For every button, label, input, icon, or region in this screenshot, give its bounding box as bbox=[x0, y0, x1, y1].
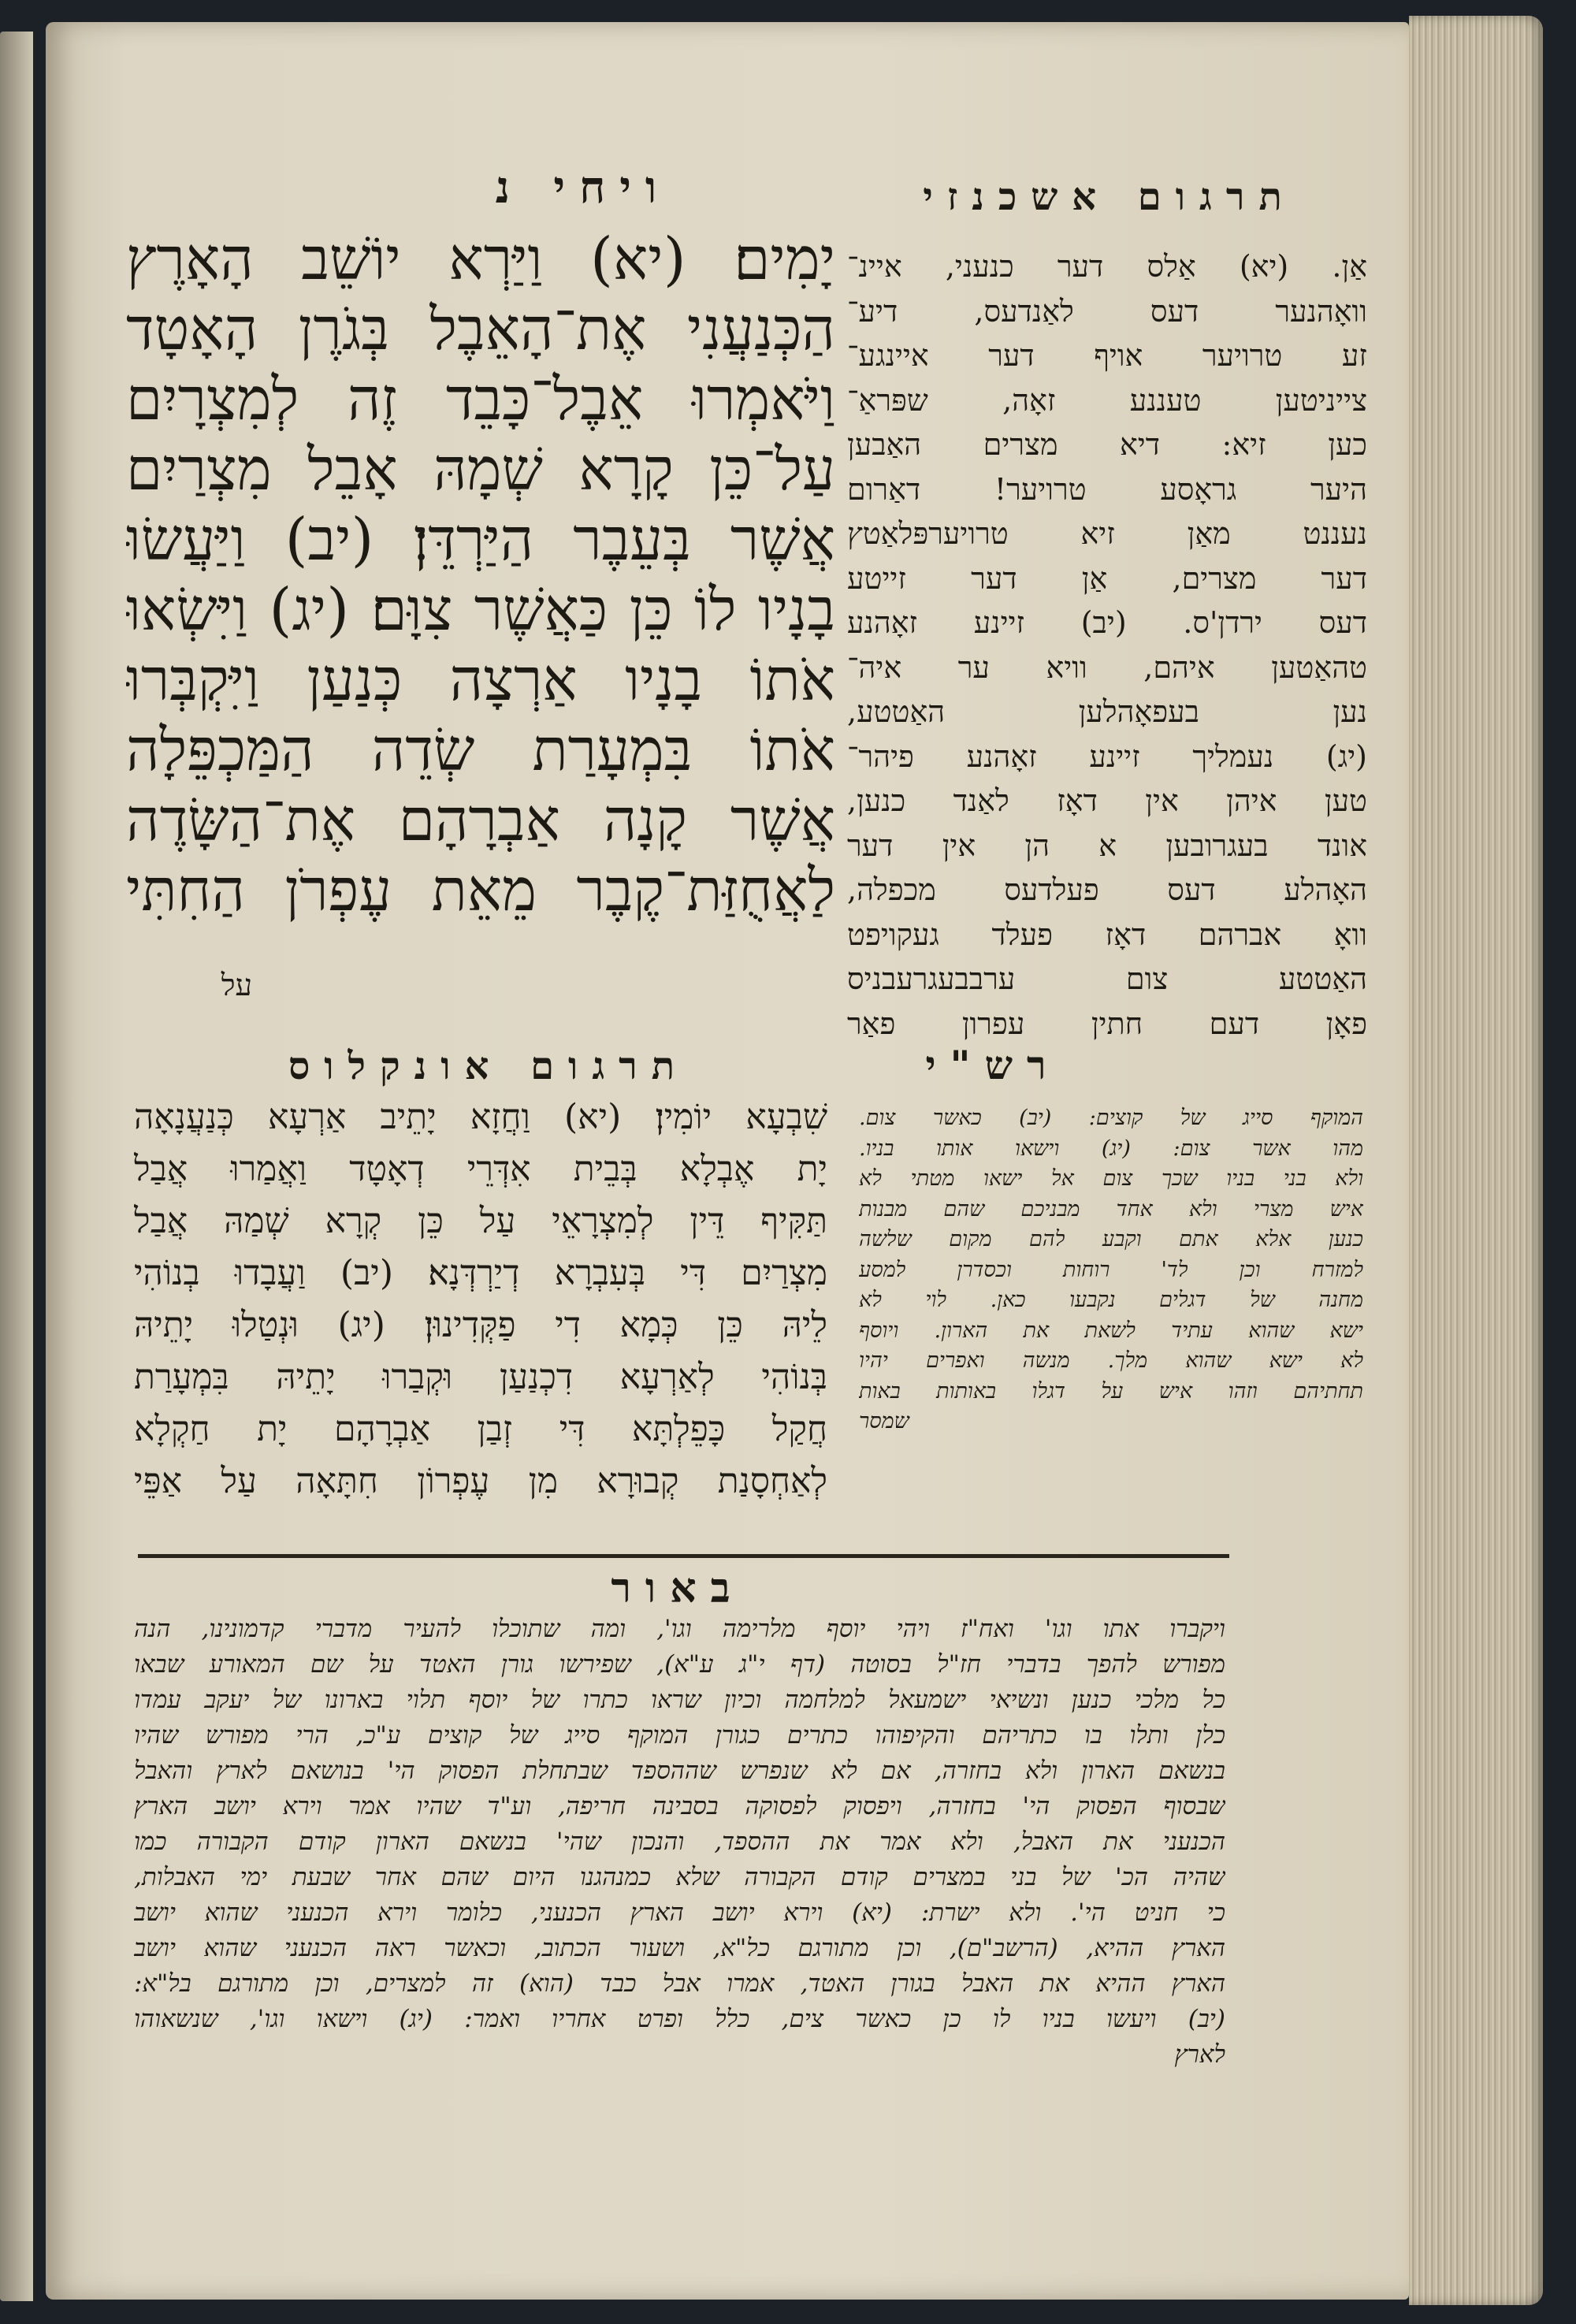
biur-line: הכנעני את האבל, ולא אמר את ההספד, והנכון שהי' בנשאם הארון קודם הקבורה כמו bbox=[134, 1828, 1225, 1856]
scripture-line: וַיֹּאמְרוּ אֵבֶל־כָּבֵד זֶה לְמִצְרָיִם bbox=[126, 366, 835, 433]
yiddish-line: (יג) נעמליך זיינע זאָהנע פיהר־ bbox=[847, 738, 1367, 774]
yiddish-line: אונד בעגרובען א הן אין דער bbox=[847, 827, 1367, 863]
onkelos-line: יָת אֶבְלָא בְּבֵית אִדְּרֵי דְאָטָד וַאֲמַרוּ אֲבַל bbox=[134, 1149, 827, 1189]
onkelos-line: חֲקַל כָּפֵלְתָּא דִּי זְבַן אַבְרָהָם יָת חַקְלָא bbox=[134, 1409, 827, 1449]
yiddish-line: נעננט מאַן זיא טרויערפּלאַטץ bbox=[847, 516, 1367, 551]
right-column-title: תרגום אשכנזי bbox=[923, 175, 1296, 219]
rashi-line: תחתיהם וזהו איש על דגלו באותות באות bbox=[859, 1378, 1363, 1404]
yiddish-line: היער גראָסע טרויער! דאַרום bbox=[847, 471, 1367, 507]
yiddish-line: כען זיא: דיא מצרים האַבען bbox=[847, 427, 1367, 462]
catchword: על bbox=[221, 968, 252, 1002]
yiddish-line: צייניטען טעננע זאָה, שפּראַ־ bbox=[847, 382, 1367, 418]
scripture-line: עַל־כֵּן קָרָא שְׁמָהּ אָבֵל מִצְרַיִם bbox=[126, 436, 835, 504]
scripture-line: הַכְּנַעֲנִי אֶת־הָאֵבֶל בְּגֹרֶן הָאָטָד bbox=[126, 296, 835, 363]
rashi-line: המוקף סייג של קוצים: (יב) כאשר צום. bbox=[859, 1106, 1363, 1130]
onkelos-line: לְאַחְסָנַת קְבוּרָא מִן עֶפְרוֹן חִתָּאָה עַל אַפֵּי bbox=[134, 1461, 827, 1501]
scripture-text bbox=[126, 225, 835, 926]
parasha-header: ויחי נ bbox=[495, 162, 671, 214]
yiddish-line: דער מצרים, אַן דער זייטע bbox=[847, 560, 1367, 596]
rashi-line: איש מצרי ולא אחד מבניכם שהם מבנות bbox=[859, 1196, 1363, 1221]
biur-line: ויקברו אתו וגו' ואח"ז ויהי יוסף מלרימה וגו', ומה שתוכלו להעיר מדברי קדמונינו, הנה bbox=[134, 1615, 1225, 1643]
onkelos-line: מִצְרַיִם דִּי בְּעִבְרָא דְיַרְדְּנָא׃ (יב) וַעֲבָדוּ בְנוֹהִי bbox=[134, 1253, 827, 1293]
rashi-commentary bbox=[859, 1103, 1363, 1437]
biur-line: מפורש להפך בדברי חז"ל בסוטה (דף י"ג ע"א), שפירשו גורן האטד על שם המאורע שבאו bbox=[134, 1650, 1225, 1679]
biur-line: כלן ותלו בו כתריהם והקיפוהו כתרים כגורן המוקף סייג של קוצים ע"כ, הרי מפורש שהיו bbox=[134, 1721, 1225, 1750]
onkelos-line: בְּנוֹהִי לְאַרְעָא דִכְנַעַן וּקְבַרוּ יָתֵיהּ בִּמְעָרַת bbox=[134, 1357, 827, 1397]
rashi-line: כנען אלא אתם וקבע להם מקום שלשה bbox=[859, 1227, 1363, 1251]
biur-line: הארץ ההיא, (הרשב"ם), וכן מתורגם כל"א, ושעור הכתוב, וכאשר ראה הכנעני שהוא יושב bbox=[134, 1934, 1225, 1962]
left-page-edge bbox=[0, 32, 33, 2301]
yiddish-line: זע טרויער אויף דער איינגע־ bbox=[847, 338, 1367, 373]
rashi-title: רש"י bbox=[925, 1042, 1061, 1088]
biur-commentary bbox=[134, 1612, 1225, 2073]
biur-line: שבסוף הפסוק הי' בחזרה, ויפסוק לפסוקה בסבינה חריפה, וע"ד שהיו אמר וירא יושב הארץ bbox=[134, 1792, 1225, 1820]
yiddish-line: האַטטע צום ערבבעגרעבניס bbox=[847, 961, 1367, 996]
rashi-line: שמסר bbox=[859, 1409, 909, 1433]
section-divider bbox=[138, 1554, 1229, 1558]
biur-title: באור bbox=[611, 1564, 745, 1612]
yiddish-line: פאָן דעם חתין עפרון פאַר bbox=[847, 1006, 1367, 1041]
biur-line: כל מלכי כנען ונשיאי ישמעאל למלחמה וכיון שראו כתרו של יוסף תלוי בארונו של יעקב עמדו bbox=[134, 1686, 1225, 1714]
onkelos-text bbox=[134, 1091, 827, 1508]
yiddish-line: טהאַטען איהם, וויא ער איה־ bbox=[847, 649, 1367, 685]
onkelos-title: תרגום אונקלוס bbox=[288, 1044, 690, 1088]
biur-line: בנשאם הארון ולא בחזרה, אם לא שנפרש שההספד שבתחלת הפסוק הי' בנושאם לארץ והאבל bbox=[134, 1757, 1225, 1785]
onkelos-line: לֵיהּ כֵּן כְּמָא דִי פַקְּדִינוּן׃ (יג) וּנְטַלוּ יָתֵיהּ bbox=[134, 1305, 827, 1345]
rashi-line: מחנה של דגלים נקבעו כאן. לוי לא bbox=[859, 1288, 1363, 1312]
scripture-line: יָמִים׃ (יא) וַיַּרְא יוֹשֵׁב הָאָרֶץ bbox=[126, 225, 835, 293]
yiddish-line: דעס ירדן'ס. (יב) זיינע זאָהנע bbox=[847, 605, 1367, 640]
rashi-line: מהו אשר צום: (יג) וישאו אותו בניו. bbox=[859, 1136, 1363, 1161]
scripture-line: לַאֲחֻזַּת־קֶבֶר מֵאֵת עֶפְרֹן הַחִתִּי bbox=[126, 857, 835, 924]
scripture-line: בָנָיו לוֹ כֵּן כַּאֲשֶׁר צִוָּם׃ (יג) וַיִּשְׂאוּ bbox=[126, 576, 835, 644]
biur-line: (יב) ויעשו בניו לו כן כאשר צים, כלל ופרט אחריו ואמר: (יג) וישאו וגו', שנשאוהו bbox=[134, 2005, 1225, 2033]
onkelos-line: תַּקִּיף דֵּין לְמִצְרָאֵי עַל כֵּן קְרָא שְׁמַהּ אֲבַל bbox=[134, 1201, 827, 1241]
onkelos-line: שִׁבְעָא יוֹמִין׃ (יא) וַחֲזָא יָתֵיב אַרְעָא כְּנַעֲנָאָה bbox=[134, 1097, 827, 1137]
scripture-line: אֹתוֹ בָנָיו אַרְצָה כְּנַעַן וַיִּקְבְּרוּ bbox=[126, 646, 835, 714]
scripture-line: אֹתוֹ בִּמְעָרַת שְׂדֵה הַמַּכְפֵּלָה bbox=[126, 716, 835, 784]
yiddish-translation bbox=[847, 244, 1367, 1046]
rashi-line: ולא בני בניו שכך צום אל ישאו מטתי לא bbox=[859, 1166, 1363, 1191]
rashi-line: ישא שהוא עתיד לשאת את הארון. ויוסף bbox=[859, 1318, 1363, 1343]
biur-line: הארץ ההיא את האבל בגורן האטד, אמרו אבל כבד (הוא) זה למצרים, וכן מתורגם בל"א: bbox=[134, 1969, 1225, 1998]
rashi-line: לא ישא שהוא מלך. מנשה ואפרים יהיו bbox=[859, 1348, 1363, 1373]
yiddish-line: אַן. (יא) אַלס דער כנעני, איינ־ bbox=[847, 249, 1367, 284]
yiddish-line: האָהלע דעס פעלדעס מכפלה, bbox=[847, 872, 1367, 907]
yiddish-line: וואָהנער דעס לאַנדעס, דיע־ bbox=[847, 293, 1367, 329]
rashi-line: למזרח וכן לד' רוחות וכסדרן למסע bbox=[859, 1257, 1363, 1282]
yiddish-line: טען איהן אין דאָז לאַנד כנען, bbox=[847, 783, 1367, 818]
scripture-line: אֲשֶׁר קָנָה אַבְרָהָם אֶת־הַשָּׂדֶה bbox=[126, 786, 835, 854]
yiddish-line: נען בעפאָהלען האַטטע, bbox=[847, 694, 1367, 729]
biur-line: כי חניט הי'. ולא ישרת: (יא) וירא יושב הארץ הכנעני, כלומר וירא הכנעני שהוא יושב bbox=[134, 1898, 1225, 1927]
biur-line: לארץ bbox=[1174, 2040, 1225, 2069]
yiddish-line: וואָ אברהם דאָז פעלד געקויפט bbox=[847, 917, 1367, 952]
biur-line: שהיה הכ' של בני במצרים קודם הקבורה שלא כמנהגנו היום שהם אחר שבעת ימי האבלות, bbox=[134, 1863, 1225, 1891]
scripture-line: אֲשֶׁר בְּעֵבֶר הַיַּרְדֵּן׃ (יב) וַיַּעֲשׂוּ bbox=[126, 506, 835, 574]
book-page-edges bbox=[1409, 16, 1543, 2305]
